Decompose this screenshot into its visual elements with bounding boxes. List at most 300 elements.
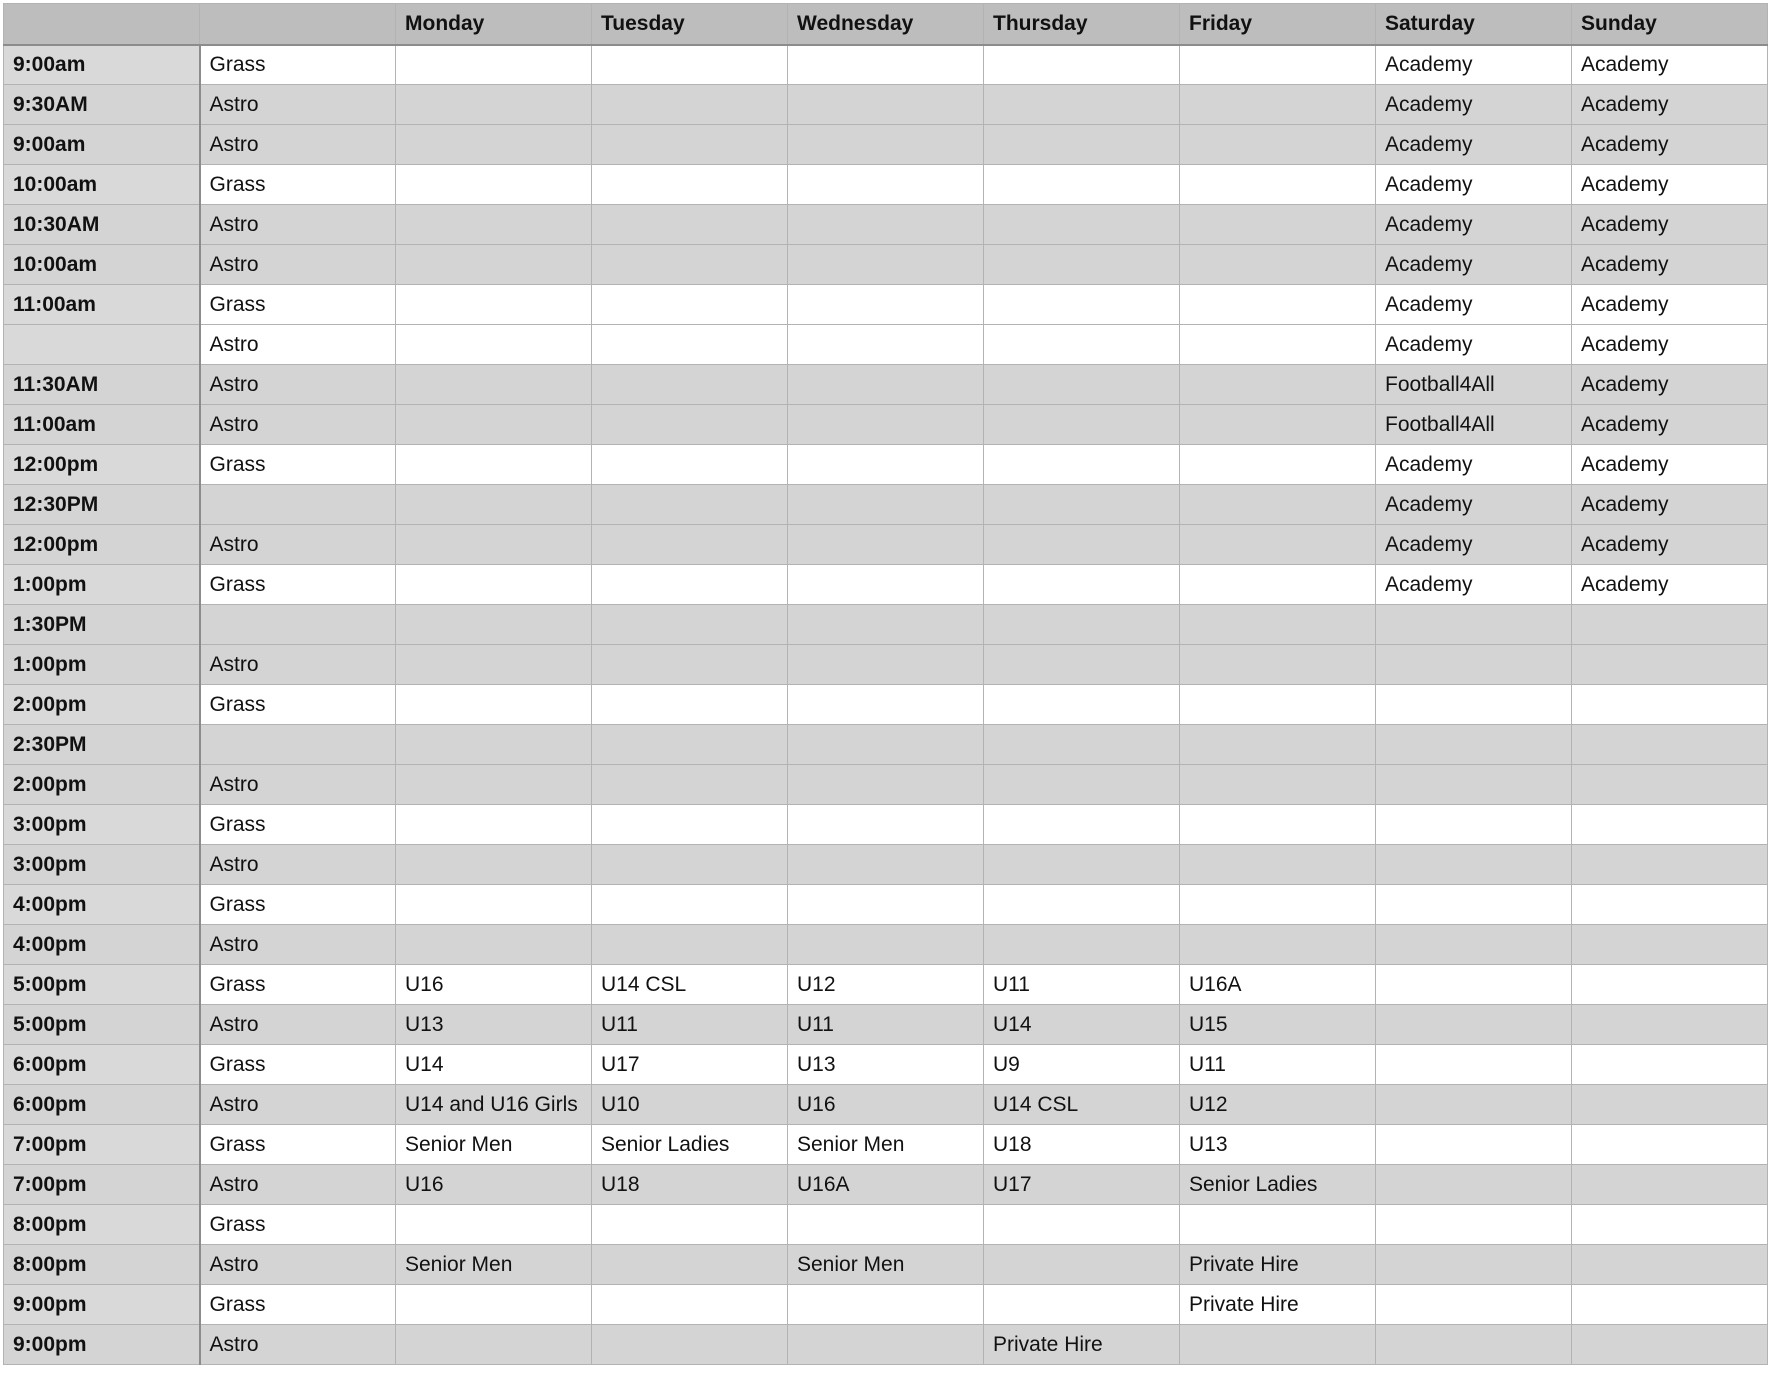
- cell-friday[interactable]: Private Hire: [1180, 1245, 1376, 1285]
- cell-thursday[interactable]: [984, 245, 1180, 285]
- cell-wednesday[interactable]: Senior Men: [788, 1125, 984, 1165]
- cell-monday[interactable]: [396, 805, 592, 845]
- cell-thursday[interactable]: [984, 925, 1180, 965]
- cell-monday[interactable]: [396, 605, 592, 645]
- cell-thursday[interactable]: [984, 525, 1180, 565]
- cell-monday[interactable]: [396, 125, 592, 165]
- cell-sunday[interactable]: Academy: [1572, 325, 1768, 365]
- cell-sunday[interactable]: [1572, 1045, 1768, 1085]
- cell-sunday[interactable]: Academy: [1572, 245, 1768, 285]
- cell-pitch[interactable]: Astro: [200, 1245, 396, 1285]
- cell-monday[interactable]: [396, 845, 592, 885]
- cell-monday[interactable]: [396, 1325, 592, 1365]
- cell-pitch[interactable]: Grass: [200, 1045, 396, 1085]
- header-thursday[interactable]: Thursday: [984, 4, 1180, 45]
- cell-time[interactable]: 3:00pm: [4, 845, 200, 885]
- cell-time[interactable]: 12:00pm: [4, 525, 200, 565]
- cell-thursday[interactable]: [984, 845, 1180, 885]
- cell-monday[interactable]: [396, 685, 592, 725]
- cell-time[interactable]: 9:00am: [4, 45, 200, 85]
- cell-time[interactable]: 5:00pm: [4, 1005, 200, 1045]
- cell-monday[interactable]: U13: [396, 1005, 592, 1045]
- cell-time[interactable]: 4:00pm: [4, 925, 200, 965]
- cell-pitch[interactable]: Astro: [200, 525, 396, 565]
- cell-friday[interactable]: [1180, 765, 1376, 805]
- cell-time[interactable]: 6:00pm: [4, 1085, 200, 1125]
- cell-tuesday[interactable]: [592, 45, 788, 85]
- cell-wednesday[interactable]: [788, 245, 984, 285]
- cell-saturday[interactable]: [1376, 1045, 1572, 1085]
- cell-wednesday[interactable]: [788, 565, 984, 605]
- header-wednesday[interactable]: Wednesday: [788, 4, 984, 45]
- cell-saturday[interactable]: [1376, 925, 1572, 965]
- cell-monday[interactable]: U14 and U16 Girls: [396, 1085, 592, 1125]
- cell-thursday[interactable]: U14 CSL: [984, 1085, 1180, 1125]
- cell-saturday[interactable]: Football4All: [1376, 405, 1572, 445]
- cell-tuesday[interactable]: U18: [592, 1165, 788, 1205]
- cell-monday[interactable]: [396, 725, 592, 765]
- cell-monday[interactable]: Senior Men: [396, 1125, 592, 1165]
- cell-saturday[interactable]: Football4All: [1376, 365, 1572, 405]
- cell-wednesday[interactable]: [788, 885, 984, 925]
- cell-friday[interactable]: [1180, 85, 1376, 125]
- cell-thursday[interactable]: U9: [984, 1045, 1180, 1085]
- cell-tuesday[interactable]: U11: [592, 1005, 788, 1045]
- cell-sunday[interactable]: [1572, 1245, 1768, 1285]
- cell-time[interactable]: 9:30AM: [4, 85, 200, 125]
- cell-friday[interactable]: [1180, 685, 1376, 725]
- cell-sunday[interactable]: Academy: [1572, 365, 1768, 405]
- cell-sunday[interactable]: Academy: [1572, 85, 1768, 125]
- cell-tuesday[interactable]: [592, 725, 788, 765]
- cell-saturday[interactable]: Academy: [1376, 125, 1572, 165]
- cell-time[interactable]: 9:00pm: [4, 1325, 200, 1365]
- cell-friday[interactable]: [1180, 1205, 1376, 1245]
- cell-sunday[interactable]: [1572, 645, 1768, 685]
- cell-time[interactable]: 8:00pm: [4, 1205, 200, 1245]
- cell-wednesday[interactable]: [788, 365, 984, 405]
- cell-saturday[interactable]: [1376, 1005, 1572, 1045]
- cell-wednesday[interactable]: [788, 525, 984, 565]
- cell-saturday[interactable]: [1376, 1165, 1572, 1205]
- cell-tuesday[interactable]: [592, 565, 788, 605]
- cell-tuesday[interactable]: U10: [592, 1085, 788, 1125]
- cell-pitch[interactable]: Astro: [200, 1085, 396, 1125]
- cell-saturday[interactable]: Academy: [1376, 525, 1572, 565]
- cell-saturday[interactable]: [1376, 605, 1572, 645]
- cell-tuesday[interactable]: [592, 165, 788, 205]
- cell-thursday[interactable]: U18: [984, 1125, 1180, 1165]
- cell-friday[interactable]: [1180, 605, 1376, 645]
- cell-thursday[interactable]: U17: [984, 1165, 1180, 1205]
- cell-saturday[interactable]: [1376, 725, 1572, 765]
- cell-wednesday[interactable]: [788, 445, 984, 485]
- cell-friday[interactable]: [1180, 485, 1376, 525]
- cell-friday[interactable]: [1180, 845, 1376, 885]
- cell-wednesday[interactable]: U13: [788, 1045, 984, 1085]
- cell-time[interactable]: 9:00pm: [4, 1285, 200, 1325]
- cell-time[interactable]: 5:00pm: [4, 965, 200, 1005]
- cell-monday[interactable]: [396, 165, 592, 205]
- cell-time[interactable]: 7:00pm: [4, 1125, 200, 1165]
- cell-saturday[interactable]: Academy: [1376, 45, 1572, 85]
- cell-monday[interactable]: [396, 525, 592, 565]
- cell-sunday[interactable]: [1572, 925, 1768, 965]
- cell-wednesday[interactable]: [788, 1205, 984, 1245]
- cell-thursday[interactable]: [984, 605, 1180, 645]
- cell-monday[interactable]: U16: [396, 1165, 592, 1205]
- cell-sunday[interactable]: Academy: [1572, 445, 1768, 485]
- cell-friday[interactable]: [1180, 525, 1376, 565]
- cell-tuesday[interactable]: Senior Ladies: [592, 1125, 788, 1165]
- cell-wednesday[interactable]: [788, 845, 984, 885]
- cell-monday[interactable]: [396, 205, 592, 245]
- cell-friday[interactable]: [1180, 565, 1376, 605]
- cell-wednesday[interactable]: U16: [788, 1085, 984, 1125]
- cell-tuesday[interactable]: [592, 125, 788, 165]
- cell-thursday[interactable]: [984, 485, 1180, 525]
- cell-tuesday[interactable]: [592, 445, 788, 485]
- cell-friday[interactable]: U12: [1180, 1085, 1376, 1125]
- cell-pitch[interactable]: Astro: [200, 405, 396, 445]
- cell-monday[interactable]: [396, 245, 592, 285]
- cell-sunday[interactable]: [1572, 1085, 1768, 1125]
- cell-pitch[interactable]: Grass: [200, 685, 396, 725]
- cell-wednesday[interactable]: U16A: [788, 1165, 984, 1205]
- cell-tuesday[interactable]: [592, 765, 788, 805]
- cell-time[interactable]: 10:00am: [4, 165, 200, 205]
- cell-monday[interactable]: U16: [396, 965, 592, 1005]
- cell-pitch[interactable]: Astro: [200, 205, 396, 245]
- cell-pitch[interactable]: Astro: [200, 925, 396, 965]
- cell-monday[interactable]: [396, 565, 592, 605]
- cell-wednesday[interactable]: [788, 605, 984, 645]
- cell-pitch[interactable]: Astro: [200, 125, 396, 165]
- header-sunday[interactable]: Sunday: [1572, 4, 1768, 45]
- header-pitch[interactable]: [200, 4, 396, 45]
- cell-sunday[interactable]: [1572, 845, 1768, 885]
- header-monday[interactable]: Monday: [396, 4, 592, 45]
- cell-monday[interactable]: [396, 645, 592, 685]
- cell-tuesday[interactable]: [592, 1245, 788, 1285]
- cell-saturday[interactable]: Academy: [1376, 565, 1572, 605]
- cell-friday[interactable]: U11: [1180, 1045, 1376, 1085]
- cell-saturday[interactable]: [1376, 1085, 1572, 1125]
- cell-monday[interactable]: [396, 365, 592, 405]
- cell-monday[interactable]: [396, 1205, 592, 1245]
- cell-thursday[interactable]: [984, 45, 1180, 85]
- header-tuesday[interactable]: Tuesday: [592, 4, 788, 45]
- cell-pitch[interactable]: Astro: [200, 1005, 396, 1045]
- cell-tuesday[interactable]: [592, 405, 788, 445]
- cell-wednesday[interactable]: [788, 85, 984, 125]
- cell-sunday[interactable]: Academy: [1572, 205, 1768, 245]
- cell-wednesday[interactable]: [788, 205, 984, 245]
- cell-tuesday[interactable]: [592, 485, 788, 525]
- cell-thursday[interactable]: [984, 165, 1180, 205]
- cell-friday[interactable]: [1180, 245, 1376, 285]
- cell-sunday[interactable]: Academy: [1572, 125, 1768, 165]
- cell-friday[interactable]: Private Hire: [1180, 1285, 1376, 1325]
- header-friday[interactable]: Friday: [1180, 4, 1376, 45]
- cell-pitch[interactable]: Astro: [200, 365, 396, 405]
- cell-saturday[interactable]: Academy: [1376, 205, 1572, 245]
- cell-friday[interactable]: Senior Ladies: [1180, 1165, 1376, 1205]
- cell-thursday[interactable]: [984, 685, 1180, 725]
- cell-pitch[interactable]: Astro: [200, 85, 396, 125]
- cell-time[interactable]: 3:00pm: [4, 805, 200, 845]
- cell-saturday[interactable]: Academy: [1376, 85, 1572, 125]
- cell-friday[interactable]: [1180, 925, 1376, 965]
- cell-friday[interactable]: [1180, 805, 1376, 845]
- cell-saturday[interactable]: Academy: [1376, 325, 1572, 365]
- cell-tuesday[interactable]: [592, 805, 788, 845]
- cell-thursday[interactable]: [984, 205, 1180, 245]
- cell-monday[interactable]: Senior Men: [396, 1245, 592, 1285]
- cell-thursday[interactable]: [984, 565, 1180, 605]
- cell-wednesday[interactable]: [788, 485, 984, 525]
- cell-thursday[interactable]: [984, 1285, 1180, 1325]
- cell-pitch[interactable]: Astro: [200, 1325, 396, 1365]
- cell-wednesday[interactable]: [788, 45, 984, 85]
- cell-wednesday[interactable]: [788, 765, 984, 805]
- cell-thursday[interactable]: [984, 445, 1180, 485]
- cell-monday[interactable]: [396, 45, 592, 85]
- cell-wednesday[interactable]: [788, 325, 984, 365]
- cell-monday[interactable]: [396, 445, 592, 485]
- cell-wednesday[interactable]: [788, 165, 984, 205]
- cell-time[interactable]: 1:00pm: [4, 645, 200, 685]
- cell-pitch[interactable]: [200, 725, 396, 765]
- cell-wednesday[interactable]: [788, 1285, 984, 1325]
- cell-monday[interactable]: [396, 405, 592, 445]
- cell-sunday[interactable]: [1572, 1125, 1768, 1165]
- cell-tuesday[interactable]: [592, 205, 788, 245]
- cell-pitch[interactable]: Grass: [200, 285, 396, 325]
- cell-time[interactable]: 9:00am: [4, 125, 200, 165]
- cell-pitch[interactable]: Astro: [200, 245, 396, 285]
- cell-tuesday[interactable]: [592, 1325, 788, 1365]
- cell-tuesday[interactable]: [592, 85, 788, 125]
- cell-pitch[interactable]: Astro: [200, 765, 396, 805]
- cell-thursday[interactable]: [984, 805, 1180, 845]
- cell-sunday[interactable]: [1572, 1325, 1768, 1365]
- cell-time[interactable]: 1:30PM: [4, 605, 200, 645]
- cell-sunday[interactable]: [1572, 1285, 1768, 1325]
- cell-friday[interactable]: U15: [1180, 1005, 1376, 1045]
- cell-sunday[interactable]: [1572, 1005, 1768, 1045]
- cell-thursday[interactable]: Private Hire: [984, 1325, 1180, 1365]
- cell-pitch[interactable]: Astro: [200, 1165, 396, 1205]
- cell-saturday[interactable]: [1376, 1325, 1572, 1365]
- cell-tuesday[interactable]: [592, 285, 788, 325]
- cell-tuesday[interactable]: [592, 525, 788, 565]
- cell-pitch[interactable]: Grass: [200, 565, 396, 605]
- cell-friday[interactable]: [1180, 325, 1376, 365]
- cell-wednesday[interactable]: [788, 285, 984, 325]
- cell-friday[interactable]: [1180, 125, 1376, 165]
- cell-sunday[interactable]: Academy: [1572, 405, 1768, 445]
- cell-time[interactable]: 8:00pm: [4, 1245, 200, 1285]
- cell-friday[interactable]: [1180, 725, 1376, 765]
- cell-saturday[interactable]: Academy: [1376, 165, 1572, 205]
- cell-friday[interactable]: [1180, 205, 1376, 245]
- cell-monday[interactable]: [396, 325, 592, 365]
- header-time[interactable]: [4, 4, 200, 45]
- cell-sunday[interactable]: [1572, 965, 1768, 1005]
- cell-friday[interactable]: [1180, 365, 1376, 405]
- cell-saturday[interactable]: [1376, 765, 1572, 805]
- cell-friday[interactable]: [1180, 285, 1376, 325]
- cell-time[interactable]: 10:00am: [4, 245, 200, 285]
- cell-sunday[interactable]: [1572, 685, 1768, 725]
- cell-thursday[interactable]: [984, 365, 1180, 405]
- cell-monday[interactable]: [396, 925, 592, 965]
- cell-monday[interactable]: [396, 1285, 592, 1325]
- cell-thursday[interactable]: [984, 125, 1180, 165]
- cell-pitch[interactable]: Grass: [200, 1205, 396, 1245]
- cell-saturday[interactable]: Academy: [1376, 445, 1572, 485]
- cell-tuesday[interactable]: [592, 885, 788, 925]
- cell-sunday[interactable]: [1572, 725, 1768, 765]
- cell-pitch[interactable]: Grass: [200, 885, 396, 925]
- cell-pitch[interactable]: Grass: [200, 1125, 396, 1165]
- cell-time[interactable]: 2:30PM: [4, 725, 200, 765]
- cell-sunday[interactable]: [1572, 605, 1768, 645]
- cell-time[interactable]: [4, 325, 200, 365]
- cell-time[interactable]: 4:00pm: [4, 885, 200, 925]
- cell-tuesday[interactable]: U17: [592, 1045, 788, 1085]
- cell-saturday[interactable]: Academy: [1376, 245, 1572, 285]
- cell-wednesday[interactable]: [788, 805, 984, 845]
- cell-thursday[interactable]: [984, 405, 1180, 445]
- cell-time[interactable]: 7:00pm: [4, 1165, 200, 1205]
- cell-sunday[interactable]: Academy: [1572, 565, 1768, 605]
- cell-pitch[interactable]: Grass: [200, 805, 396, 845]
- cell-friday[interactable]: [1180, 645, 1376, 685]
- cell-thursday[interactable]: [984, 285, 1180, 325]
- cell-thursday[interactable]: [984, 1245, 1180, 1285]
- cell-tuesday[interactable]: U14 CSL: [592, 965, 788, 1005]
- cell-friday[interactable]: U13: [1180, 1125, 1376, 1165]
- cell-wednesday[interactable]: [788, 685, 984, 725]
- cell-saturday[interactable]: Academy: [1376, 285, 1572, 325]
- cell-friday[interactable]: [1180, 1325, 1376, 1365]
- cell-thursday[interactable]: U11: [984, 965, 1180, 1005]
- cell-saturday[interactable]: Academy: [1376, 485, 1572, 525]
- cell-thursday[interactable]: [984, 885, 1180, 925]
- cell-time[interactable]: 2:00pm: [4, 685, 200, 725]
- cell-sunday[interactable]: Academy: [1572, 485, 1768, 525]
- cell-tuesday[interactable]: [592, 845, 788, 885]
- cell-pitch[interactable]: Grass: [200, 1285, 396, 1325]
- cell-saturday[interactable]: [1376, 845, 1572, 885]
- cell-pitch[interactable]: [200, 485, 396, 525]
- cell-pitch[interactable]: Grass: [200, 45, 396, 85]
- cell-pitch[interactable]: Astro: [200, 645, 396, 685]
- cell-tuesday[interactable]: [592, 645, 788, 685]
- cell-thursday[interactable]: [984, 1205, 1180, 1245]
- cell-friday[interactable]: [1180, 165, 1376, 205]
- cell-monday[interactable]: [396, 285, 592, 325]
- cell-tuesday[interactable]: [592, 245, 788, 285]
- cell-tuesday[interactable]: [592, 325, 788, 365]
- cell-thursday[interactable]: [984, 325, 1180, 365]
- cell-thursday[interactable]: [984, 765, 1180, 805]
- cell-time[interactable]: 11:00am: [4, 405, 200, 445]
- cell-pitch[interactable]: Astro: [200, 845, 396, 885]
- cell-time[interactable]: 11:30AM: [4, 365, 200, 405]
- cell-tuesday[interactable]: [592, 925, 788, 965]
- cell-sunday[interactable]: [1572, 1165, 1768, 1205]
- cell-wednesday[interactable]: [788, 125, 984, 165]
- cell-saturday[interactable]: [1376, 1205, 1572, 1245]
- cell-wednesday[interactable]: [788, 1325, 984, 1365]
- cell-friday[interactable]: [1180, 445, 1376, 485]
- cell-monday[interactable]: U14: [396, 1045, 592, 1085]
- cell-wednesday[interactable]: [788, 645, 984, 685]
- cell-thursday[interactable]: [984, 85, 1180, 125]
- cell-monday[interactable]: [396, 485, 592, 525]
- header-saturday[interactable]: Saturday: [1376, 4, 1572, 45]
- cell-tuesday[interactable]: [592, 1285, 788, 1325]
- cell-saturday[interactable]: [1376, 1245, 1572, 1285]
- cell-time[interactable]: 10:30AM: [4, 205, 200, 245]
- cell-saturday[interactable]: [1376, 805, 1572, 845]
- cell-monday[interactable]: [396, 85, 592, 125]
- cell-friday[interactable]: [1180, 885, 1376, 925]
- cell-time[interactable]: 11:00am: [4, 285, 200, 325]
- cell-thursday[interactable]: [984, 725, 1180, 765]
- cell-wednesday[interactable]: [788, 725, 984, 765]
- cell-sunday[interactable]: Academy: [1572, 45, 1768, 85]
- cell-wednesday[interactable]: U11: [788, 1005, 984, 1045]
- cell-tuesday[interactable]: [592, 365, 788, 405]
- cell-wednesday[interactable]: [788, 925, 984, 965]
- cell-saturday[interactable]: [1376, 885, 1572, 925]
- cell-sunday[interactable]: Academy: [1572, 525, 1768, 565]
- cell-sunday[interactable]: [1572, 1205, 1768, 1245]
- cell-pitch[interactable]: Grass: [200, 445, 396, 485]
- cell-time[interactable]: 6:00pm: [4, 1045, 200, 1085]
- cell-time[interactable]: 12:30PM: [4, 485, 200, 525]
- cell-monday[interactable]: [396, 765, 592, 805]
- cell-wednesday[interactable]: Senior Men: [788, 1245, 984, 1285]
- cell-saturday[interactable]: [1376, 685, 1572, 725]
- cell-sunday[interactable]: [1572, 805, 1768, 845]
- cell-tuesday[interactable]: [592, 685, 788, 725]
- cell-saturday[interactable]: [1376, 645, 1572, 685]
- cell-pitch[interactable]: Grass: [200, 965, 396, 1005]
- cell-friday[interactable]: U16A: [1180, 965, 1376, 1005]
- cell-friday[interactable]: [1180, 45, 1376, 85]
- cell-wednesday[interactable]: U12: [788, 965, 984, 1005]
- cell-time[interactable]: 2:00pm: [4, 765, 200, 805]
- cell-thursday[interactable]: U14: [984, 1005, 1180, 1045]
- cell-pitch[interactable]: [200, 605, 396, 645]
- cell-sunday[interactable]: [1572, 765, 1768, 805]
- cell-sunday[interactable]: [1572, 885, 1768, 925]
- cell-monday[interactable]: [396, 885, 592, 925]
- cell-sunday[interactable]: Academy: [1572, 285, 1768, 325]
- cell-saturday[interactable]: [1376, 965, 1572, 1005]
- cell-sunday[interactable]: Academy: [1572, 165, 1768, 205]
- cell-thursday[interactable]: [984, 645, 1180, 685]
- cell-tuesday[interactable]: [592, 605, 788, 645]
- cell-saturday[interactable]: [1376, 1285, 1572, 1325]
- cell-time[interactable]: 1:00pm: [4, 565, 200, 605]
- cell-saturday[interactable]: [1376, 1125, 1572, 1165]
